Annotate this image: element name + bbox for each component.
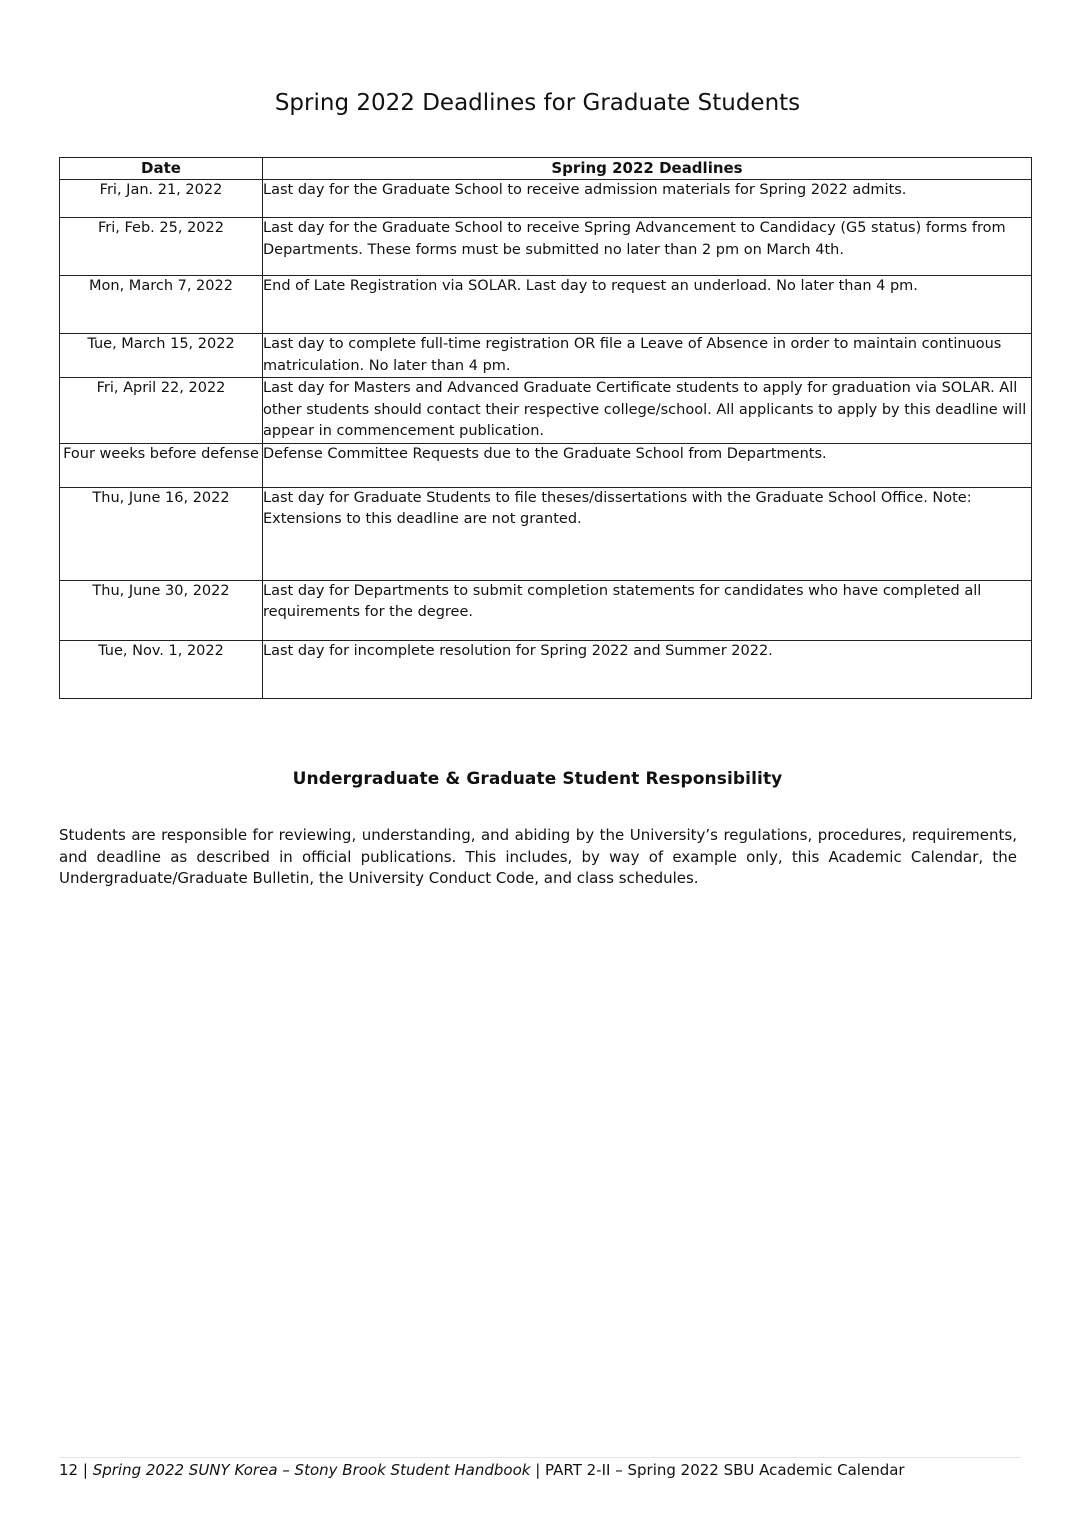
- row-deadline-text: Last day for incomplete resolution for Spring 2022 and Summer 2022.: [263, 640, 1032, 698]
- row-deadline-text: Last day for Graduate Students to file theses/dissertations with the Graduate School Office. Note: Extensions to this deadline are not granted.: [263, 487, 1032, 580]
- handbook-title: Spring 2022 SUNY Korea – Stony Brook Student Handbook: [92, 1461, 531, 1479]
- footer-separator: |: [78, 1461, 93, 1479]
- responsibility-heading: Undergraduate & Graduate Student Responsibility: [292, 769, 783, 789]
- page-footer: [59, 1461, 1039, 1479]
- section-title: PART 2-II – Spring 2022 SBU Academic Calendar: [545, 1461, 905, 1479]
- table-row: [60, 640, 1032, 698]
- row-date: Fri, Jan. 21, 2022: [60, 180, 263, 218]
- row-deadline-text: Last day for the Graduate School to receive admission materials for Spring 2022 admits.: [263, 180, 1032, 218]
- row-deadline-text: Last day to complete full-time registration OR file a Leave of Absence in order to maintain continuous matriculation. No later than 4 pm.: [263, 334, 1032, 378]
- table-row: [60, 218, 1032, 276]
- deadlines-table: [59, 157, 1032, 699]
- table-row: [60, 580, 1032, 640]
- footer-separator: |: [530, 1461, 546, 1479]
- table-row: [60, 334, 1032, 378]
- row-deadline-text: Last day for the Graduate School to receive Spring Advancement to Candidacy (G5 status) forms from Departments. These forms must be submitted no later than 2 pm on March 4th.: [263, 218, 1032, 276]
- row-date: Tue, March 15, 2022: [60, 334, 263, 378]
- row-deadline-text: End of Late Registration via SOLAR. Last day to request an underload. No later than 4 pm.: [263, 276, 1032, 334]
- responsibility-paragraph: Students are responsible for reviewing, understanding, and abiding by the University’s regulations, procedures, requirements, and deadline as described in official publications. This includes, by way of example only, this Academic Calendar, the Undergraduate/Graduate Bulletin, the University Conduct Code, and class schedules.: [59, 826, 1017, 887]
- table-row: [60, 180, 1032, 218]
- column-header-deadlines: Spring 2022 Deadlines: [263, 158, 1032, 180]
- row-date: Thu, June 30, 2022: [60, 580, 263, 640]
- row-date: Tue, Nov. 1, 2022: [60, 640, 263, 698]
- row-date: Mon, March 7, 2022: [60, 276, 263, 334]
- table-row: [60, 378, 1032, 444]
- table-row: [60, 487, 1032, 580]
- table-header-row: [60, 158, 1032, 180]
- page-number: 12: [59, 1461, 79, 1479]
- page-title: Spring 2022 Deadlines for Graduate Students: [274, 90, 801, 116]
- row-date: Fri, Feb. 25, 2022: [60, 218, 263, 276]
- footer-divider: [59, 1457, 1021, 1458]
- row-date: Four weeks before defense: [60, 443, 263, 487]
- table-row: [60, 443, 1032, 487]
- row-date: Thu, June 16, 2022: [60, 487, 263, 580]
- row-deadline-text: Last day for Departments to submit completion statements for candidates who have completed all requirements for the degree.: [263, 580, 1032, 640]
- column-header-date: Date: [60, 158, 263, 180]
- row-deadline-text: Defense Committee Requests due to the Graduate School from Departments.: [263, 443, 1032, 487]
- table-row: [60, 276, 1032, 334]
- row-date: Fri, April 22, 2022: [60, 378, 263, 444]
- row-deadline-text: Last day for Masters and Advanced Graduate Certificate students to apply for graduation via SOLAR. All other students should contact their respective college/school. All applicants to apply by this deadline will appear in commencement publication.: [263, 378, 1032, 444]
